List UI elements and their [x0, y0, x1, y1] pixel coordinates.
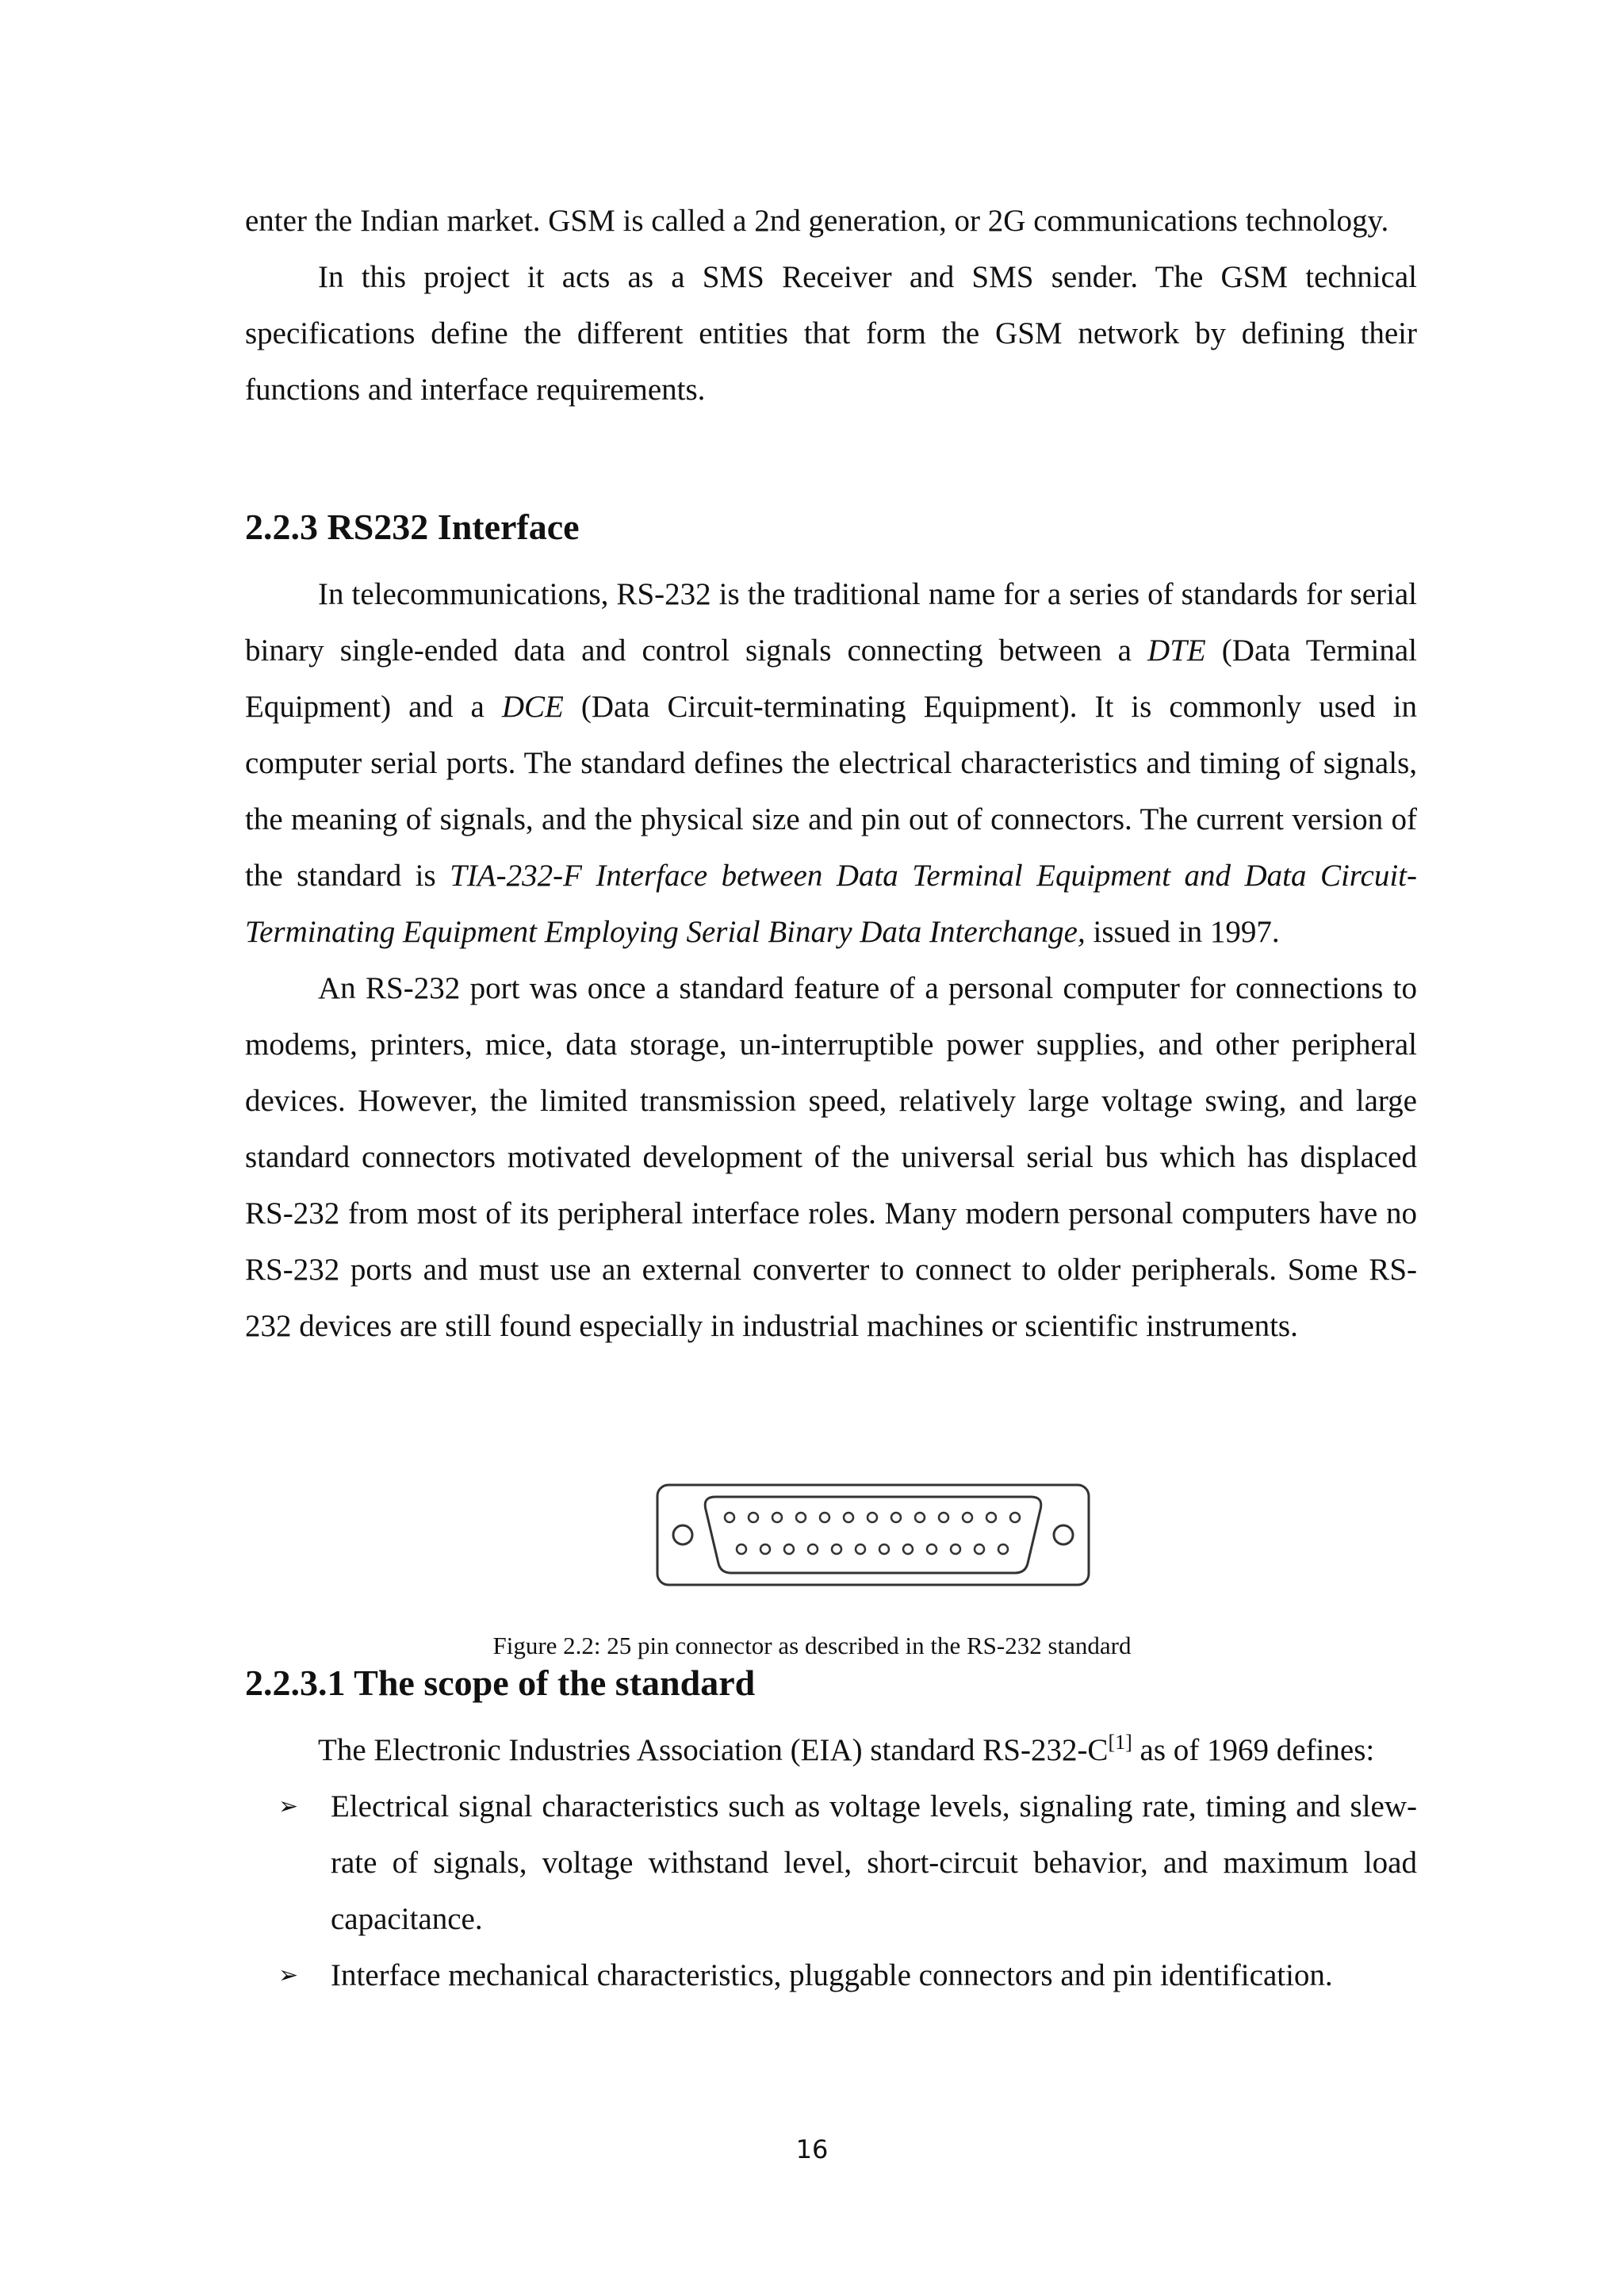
- db25-connector-figure: [655, 1483, 1091, 1587]
- rs232-text-c: (Data Circuit-terminating Equipment). It is commonly used in computer serial ports. The standard defines the electrical characteristics and timing of signals, the meaning of signals, and the physical size and pin out of connectors. The current version of the standard is: [245, 690, 1418, 893]
- list-item: [245, 1947, 1417, 2003]
- figure-caption: Figure 2.2: 25 pin connector as described in the RS-232 standard: [492, 1632, 1132, 1659]
- connector-pin: [879, 1544, 889, 1554]
- connector-pin: [951, 1544, 960, 1554]
- connector-pin: [772, 1513, 782, 1522]
- paragraph-rs232-port: An RS-232 port was once a standard feature of a personal computer for connections to modems, printers, mice, data storage, un-interruptible power supplies, and other peripheral devices. However, the limited transmission speed, relatively large voltage swing, and large standard connectors motivated development of the universal serial bus which has displaced RS-232 from most of its peripheral interface roles. Many modern personal computers have no RS-232 ports and must use an external converter to connect to older peripherals. Some RS-232 devices are still found especially in industrial machines or scientific instruments.: [245, 971, 1417, 1343]
- rs232-text-b: (Data Terminal Equipment) and a: [245, 633, 1417, 724]
- bullet-text: Electrical signal characteristics such as voltage levels, signaling rate, timing and slew-rate of signals, voltage withstand level, short-circuit behavior, and maximum load capacitance.: [331, 1789, 1417, 1936]
- term-dce: DCE: [501, 690, 564, 724]
- connector-pin: [998, 1544, 1008, 1554]
- connector-pin: [903, 1544, 913, 1554]
- connector-pin: [784, 1544, 794, 1554]
- paragraph-rs232-definition: [245, 566, 1417, 960]
- paragraph-scope-intro: [245, 1722, 1417, 1778]
- rs232-text-d: issued in 1997.: [1085, 915, 1280, 949]
- page-number: 16: [795, 2134, 829, 2164]
- connector-pin: [808, 1544, 818, 1554]
- scope-bullet-list: [245, 1778, 1417, 2003]
- arrowhead-bullet-icon: ➢: [278, 1793, 299, 1820]
- scope-block: [245, 1722, 1417, 2003]
- connector-pin: [760, 1544, 770, 1554]
- connector-pin: [832, 1544, 841, 1554]
- connector-pin: [737, 1544, 746, 1554]
- connector-pin: [986, 1513, 996, 1522]
- connector-pin: [1010, 1513, 1020, 1522]
- standard-title: TIA-232-F Interface between Data Terminal Equipment and Data Circuit-Terminating Equipment Employing Serial Binary Data Interchange,: [245, 859, 1417, 949]
- connector-pin: [891, 1513, 901, 1522]
- mounting-hole-right: [1054, 1525, 1073, 1544]
- paragraph-gsm-role: In this project it acts as a SMS Receiver and SMS sender. The GSM technical specifications define the different entities that form the GSM network by defining their functions and interface requirements.: [245, 260, 1417, 407]
- mounting-hole-left: [673, 1525, 692, 1544]
- connector-pin: [915, 1513, 925, 1522]
- connector-pin: [856, 1544, 865, 1554]
- connector-pin: [963, 1513, 972, 1522]
- rs232-text-a: In telecommunications, RS-232 is the traditional name for a series of standards for serial binary single-ended data and control signals connecting between a: [245, 577, 1417, 668]
- connector-face: [705, 1497, 1041, 1573]
- connector-pin: [975, 1544, 984, 1554]
- section-heading-rs232: 2.2.3 RS232 Interface: [245, 507, 580, 547]
- connector-pin: [725, 1513, 734, 1522]
- connector-pin: [939, 1513, 948, 1522]
- connector-pin: [868, 1513, 877, 1522]
- list-item: [245, 1778, 1417, 1947]
- connector-pin: [796, 1513, 806, 1522]
- section-heading-scope: 2.2.3.1 The scope of the standard: [245, 1663, 756, 1703]
- arrowhead-bullet-icon: ➢: [278, 1961, 299, 1989]
- connector-pin: [749, 1513, 758, 1522]
- scope-text-b: as of 1969 defines:: [1132, 1733, 1375, 1767]
- gsm-continuation-block: [245, 193, 1417, 418]
- connector-pin: [820, 1513, 829, 1522]
- connector-pin: [844, 1513, 853, 1522]
- rs232-body-block: [245, 566, 1417, 1354]
- paragraph-gsm-continuation: enter the Indian market. GSM is called a 2nd generation, or 2G communications technology.: [245, 204, 1389, 238]
- term-dte: DTE: [1147, 633, 1206, 668]
- connector-pin: [927, 1544, 936, 1554]
- bullet-text: Interface mechanical characteristics, pluggable connectors and pin identification.: [331, 1958, 1333, 1992]
- citation-ref: [1]: [1108, 1731, 1132, 1754]
- scope-text-a: The Electronic Industries Association (EIA) standard RS-232-C: [318, 1733, 1109, 1767]
